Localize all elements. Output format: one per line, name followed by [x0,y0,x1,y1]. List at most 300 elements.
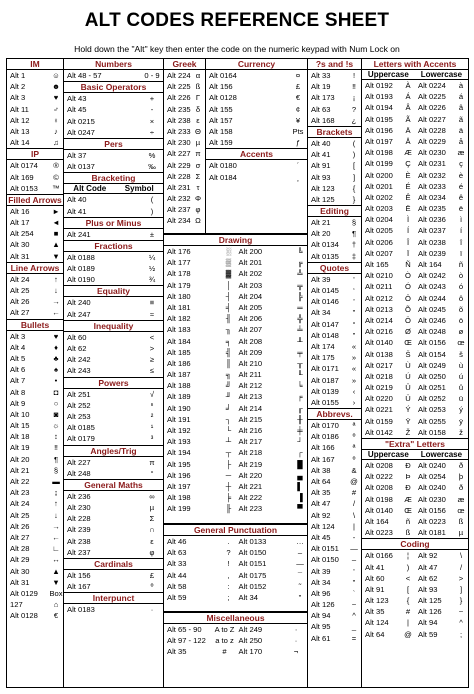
code-row [308,465,361,476]
symbol: ] [352,172,356,182]
symbol: Ú [405,371,411,381]
code-row [308,521,361,532]
alt-code: Alt 0135 [311,251,339,261]
symbol: _ [351,622,357,632]
section-header: Editing [308,205,361,217]
alt-code: Alt 0208 [365,461,393,470]
alt-code: Alt 3 [10,331,26,341]
alt-code: Alt 4 [10,342,26,352]
code-row [7,217,63,228]
drawing-column [163,234,308,524]
symbol: ▐ [297,493,303,503]
symbol: ¬ [293,647,299,657]
alt-code: Alt 187 [167,370,191,380]
alt-code: Alt 0204 [365,215,393,225]
symbol: ð [458,483,464,493]
alt-code: Alt 61 [311,633,331,643]
alt-code: Alt 27 [10,532,30,542]
code-row [308,476,361,487]
symbol: < [149,332,155,342]
symbol: Ü [405,394,411,404]
alt-code: Alt 222 [238,493,263,503]
symbol: ® [53,161,59,171]
symbol: ⁿ [150,400,154,410]
symbol: ¦ [407,551,409,561]
alt-code: Alt 198 [167,493,191,503]
symbol: Î [406,237,410,247]
greek-column [163,58,206,234]
alt-code: Alt 97 - 122 [167,636,206,646]
code-row [362,136,468,147]
column-4 [307,58,362,688]
symbol: ü [458,394,464,404]
code-row [7,599,63,610]
symbol: ( [150,195,154,205]
code-row [164,246,307,257]
symbol: – [351,555,357,565]
alt-code: Alt 38 [311,465,331,475]
alt-code: Alt 47 [311,499,331,509]
alt-code: Alt 0153 [10,183,38,193]
alt-code: Alt 0206 [365,237,393,247]
code-row [7,476,63,487]
code-row [164,492,307,503]
alt-code: Alt 0252 [418,394,446,404]
symbol: Å [405,136,411,146]
alt-code: Alt 156 [67,571,91,580]
symbol: × [149,116,155,126]
alt-code: Alt 0188 [67,252,95,262]
code-row [308,420,361,431]
code-row [7,577,63,588]
code-row [308,330,361,341]
panel-s-and-s [308,59,361,126]
code-row [362,550,468,561]
alt-code: Alt 0137 [67,162,95,172]
alt-code: Alt 5 [10,353,26,363]
code-row [7,566,63,577]
symbol: ± [149,229,155,239]
panel-filled-arrows [7,194,63,262]
symbol: — [350,544,358,554]
symbol: ╣ [225,347,232,357]
misc-column [163,612,308,688]
alt-code: Alt 156 [209,82,233,92]
code-row [362,270,468,281]
symbol: 0 - 9 [144,71,160,80]
symbol: [ [406,584,410,594]
panel-numbers [64,59,163,81]
alt-code: Alt 235 [167,104,191,114]
code-row [362,225,468,236]
alt-code: Alt 34 [311,577,331,587]
alt-code: Alt 0237 [418,226,446,236]
symbol: ) [406,562,410,572]
code-row [362,114,468,125]
alt-code: Alt 25 [10,286,30,295]
code-row [7,442,63,453]
alt-code: Alt 96 [311,588,331,598]
code-row [164,635,307,646]
symbol: ; [227,592,230,602]
symbol: Ì [406,215,410,225]
currency-column [205,58,308,234]
symbol: ↓ [54,510,58,520]
symbol: = [351,633,357,643]
symbol: π [195,149,201,159]
symbol: ↨ [54,488,58,498]
alt-code: Alt 168 [311,115,335,125]
alt-code: Alt 39 [311,274,331,284]
section-header: Angles/Trig [64,445,163,457]
symbol: Σ [195,171,201,181]
symbol: Ë [405,204,411,214]
alt-code: Alt 13 [10,126,30,136]
code-row [7,331,63,342]
symbol: \ [459,551,463,561]
alt-code: Alt 125 [418,596,442,606]
panel-fractions [64,240,163,286]
code-row [7,409,63,420]
symbol: ═ [297,302,303,312]
code-row [164,558,307,569]
code-row [362,393,468,404]
symbol: £ [295,82,301,92]
symbol: Â [405,103,411,113]
alt-code: Alt 24 [10,499,30,509]
symbol: Æ [404,148,412,158]
alt-code: Alt 33 [167,559,187,569]
code-row [308,319,361,330]
alt-code: Alt 0232 [418,170,446,180]
code-row [308,296,361,307]
symbol: Γ [195,93,201,103]
symbol: - [352,532,356,542]
code-row [7,115,63,126]
symbol: @ [404,629,412,639]
code-row [7,307,63,318]
code-row [308,183,361,194]
alt-code: Alt 229 [167,160,191,170]
symbol: ∞ [149,491,155,501]
alt-code: Alt 62 [67,344,87,353]
alt-code: Alt 0211 [365,282,393,292]
code-row [308,239,361,250]
symbol: ˜ [298,581,302,591]
panel-inequality [64,320,163,377]
symbol: Ó [405,282,411,292]
code-row [206,172,307,183]
alt-code: Alt 40 [67,195,87,205]
alt-code: Alt 123 [311,183,335,193]
alt-code: Alt 200 [238,247,263,256]
code-row [362,416,468,427]
code-row [362,349,468,360]
alt-code: Alt 250 [238,636,263,646]
code-row [164,160,205,171]
symbol: £ [149,571,155,580]
section-header: Powers [64,377,163,389]
section-subheader [362,70,468,80]
symbol: ) [150,206,154,216]
symbol: ´ [296,161,300,171]
symbol: õ [458,304,464,314]
code-row [362,337,468,348]
alt-code: Alt 228 [67,514,91,524]
symbol: ▼ [52,251,60,261]
alt-code: Alt 0234 [418,192,446,202]
symbol: ╜ [225,392,232,402]
code-row [206,126,307,137]
alt-code: Alt 0221 [365,405,393,415]
alt-code: Alt 165 [365,260,389,269]
symbol: Pts [292,126,304,136]
alt-code: Alt 15 [10,421,30,431]
code-row [7,285,63,296]
alt-code: Alt 0158 [418,427,446,437]
alt-code: Alt 0164 [209,71,237,80]
code-row [308,431,361,442]
symbol: ’ [353,297,355,307]
panel-extra-letters [362,438,468,538]
code-row [64,513,163,524]
code-row [64,252,163,263]
code-row [308,454,361,465]
code-row [164,414,307,425]
code-row [308,610,361,621]
alt-code: Alt 0145 [311,286,339,295]
alt-code: Alt 221 [238,481,263,491]
alt-code: Alt 20 [10,454,30,464]
panel-coding [362,538,468,640]
alt-code: Alt 0200 [365,170,393,180]
code-row [362,293,468,304]
code-row [362,170,468,181]
alt-code: Alt 0210 [365,271,393,281]
alt-code: Alt 205 [238,302,263,312]
symbol: þ [458,472,464,482]
alt-code: Alt 234 [167,216,191,226]
symbol: ☼ [52,421,60,431]
alt-code: Alt 220 [238,470,263,480]
alt-code: Alt 11 [10,104,29,114]
symbol: . [227,537,230,546]
alt-code: Alt 0184 [209,172,237,182]
alt-code: Alt 41 [311,150,331,160]
code-row [206,81,307,92]
alt-code: Alt 0181 [418,528,446,538]
symbol: ã [458,114,464,124]
alt-code: Alt 31 [10,577,30,587]
symbol: Ñ [405,260,411,269]
symbol: ê [458,192,464,202]
symbol: " [298,592,302,602]
code-row [64,150,163,161]
code-row [7,342,63,353]
alt-code: Alt 123 [365,596,389,606]
code-row [7,431,63,442]
alt-code: Alt 186 [167,358,191,368]
alt-code: Alt 0198 [365,148,393,158]
symbol: ^ [459,618,463,628]
symbol: ← [52,532,60,542]
code-row [362,125,468,136]
symbol: ╬ [297,314,303,324]
symbol: ¯ [297,570,303,580]
alt-code: Alt 238 [167,115,191,125]
symbol: è [458,170,464,180]
symbol: α [195,71,201,80]
section-header: Filled Arrows [8,194,62,205]
symbol: ” [352,330,356,340]
code-row [164,581,307,592]
alt-code: Alt 0166 [365,551,393,561]
symbol: ╔ [297,258,303,268]
symbol: ! [227,559,230,569]
alt-code: Alt 93 [418,584,438,594]
symbol: û [458,383,464,393]
symbol: ╝ [225,381,232,391]
section-header: Drawing [164,235,307,246]
symbol: ▲ [52,240,60,250]
code-row [362,203,468,214]
alt-code: Alt 33 [311,71,331,80]
symbol: ? [226,548,231,558]
alt-code: Alt 0186 [311,432,339,442]
code-row [7,510,63,521]
alt-code: Alt 22 [10,477,30,486]
symbol: ├ [225,459,232,469]
code-row [308,70,361,81]
alt-code: Alt 213 [238,392,263,402]
symbol: , [227,570,230,580]
code-row [7,126,63,137]
panel-miscellaneous [164,613,307,658]
code-row [308,543,361,554]
symbol: ä [458,125,464,135]
alt-code: Alt 35 [365,607,385,617]
symbol: ‰ [148,162,156,172]
code-row [362,248,468,259]
symbol: Æ [404,494,412,504]
symbol: ‼ [352,82,356,92]
symbol: ¹ [150,423,154,433]
symbol: § [351,218,357,228]
code-row [7,251,63,262]
alt-code: Alt 28 [10,544,30,554]
symbol: § [53,465,59,475]
section-header: Line Arrows [7,262,63,274]
symbol: ╙ [297,370,303,380]
alt-code: Alt 254 [10,229,34,239]
code-row [7,296,63,307]
symbol: \ [352,510,356,520]
section-header: Interpunct [64,592,163,604]
alt-code: Alt 0225 [418,92,446,102]
code-row [7,183,63,194]
code-row [362,158,468,169]
code-row [64,570,163,581]
alt-code: Alt 0159 [365,416,393,426]
symbol: → [52,521,60,531]
alt-code: Alt 209 [238,347,263,357]
symbol: | [407,618,409,628]
symbol: ô [458,293,464,303]
alt-code: Alt 0243 [418,282,446,292]
symbol: ú [458,371,464,381]
symbol: º [352,432,356,442]
alt-code: Alt 0227 [418,114,446,124]
symbol: Ž [405,427,411,437]
section-header: Cardinals [64,558,163,570]
code-row [362,360,468,371]
symbol: ß [195,82,201,92]
alt-code: Alt 0240 [418,483,446,493]
symbol: ♦ [54,342,58,352]
alt-code: Alt 248 [67,468,91,478]
code-row [64,491,163,502]
code-row [64,547,163,558]
code-row [64,343,163,354]
symbol: ³ [150,434,154,444]
code-row [362,259,468,270]
symbol: ┤ [225,291,232,301]
symbol: ♪ [54,126,58,136]
code-row [7,398,63,409]
alt-code: Alt 0250 [418,371,446,381]
alt-code: Alt 185 [167,347,191,357]
alt-code: Alt 157 [209,115,233,125]
section-header: Letters with Accents [362,59,468,70]
alt-code: Alt 29 [10,555,30,565]
alt-code: Alt 91 [311,161,331,171]
alt-code: Alt 94 [418,618,438,628]
alt-code: Alt 3 [10,93,26,103]
code-row [308,274,361,285]
alt-code: Alt 227 [167,149,191,159]
code-row [164,547,307,558]
alt-code: Alt 0140 [365,338,393,348]
code-row [362,91,468,102]
symbol: œ [457,505,465,515]
symbol: Ò [405,271,411,281]
symbol: ╪ [297,426,303,435]
symbol: ░ [225,247,232,256]
alt-code: Alt 217 [238,437,263,447]
code-row [164,148,205,159]
alt-code: Alt 237 [167,205,191,215]
symbol: ┼ [225,481,232,491]
page-title: ALT CODES REFERENCE SHEET [84,10,390,31]
alt-code: Alt 0247 [67,127,95,137]
code-row [362,315,468,326]
symbol: ¶ [351,229,357,239]
code-row [362,192,468,203]
symbol: ╗ [225,370,232,380]
panel-currency [206,59,307,148]
code-row [7,375,63,386]
symbol: º [352,454,356,464]
symbol: í [459,226,463,236]
panel-cardinals [64,558,163,592]
alt-code: Alt 204 [238,291,263,301]
alt-code: Alt 215 [238,414,263,424]
symbol: Ð [405,483,411,493]
code-row [308,217,361,228]
symbol: Ù [405,360,411,370]
symbol: ♀ [53,115,59,125]
symbol: ! [352,71,356,80]
